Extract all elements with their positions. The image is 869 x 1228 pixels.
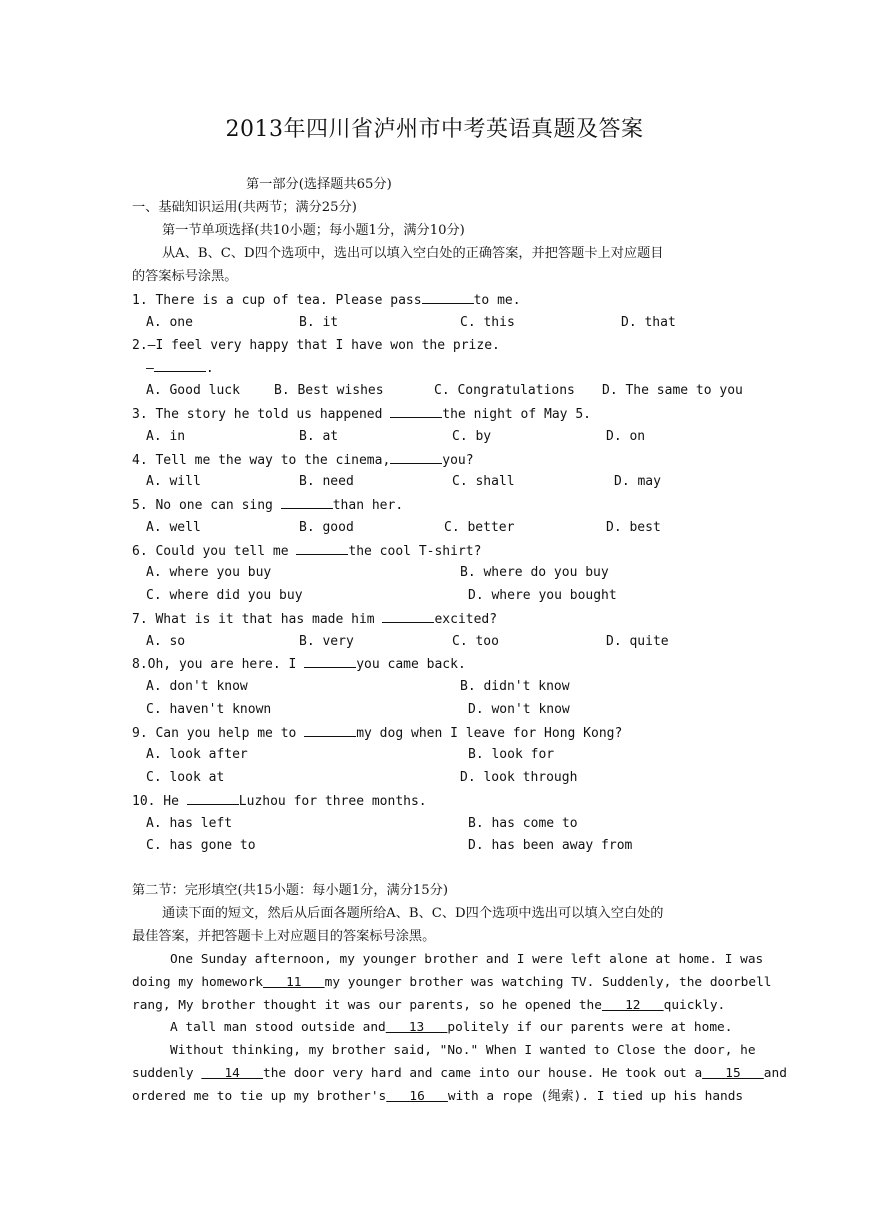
option: B. at <box>299 429 339 444</box>
option: D. The same to you <box>602 383 743 398</box>
question-6: 6. Could you tell me the cool T-shirt? <box>132 544 482 559</box>
option: B. has come to <box>468 816 578 831</box>
option: A. has left <box>146 816 233 831</box>
option: A. in <box>146 429 186 444</box>
option: C. by <box>452 429 492 444</box>
option: C. better <box>444 520 515 535</box>
option: D. that <box>621 315 676 330</box>
cloze-blank-15: 15 <box>702 1066 764 1081</box>
instructions-1-line-2: 的答案标号涂黑。 <box>132 269 238 284</box>
question-1: 1. There is a cup of tea. Please pass to me. <box>132 293 521 308</box>
cloze-blank-14: 14 <box>201 1066 263 1081</box>
option: A. where you buy <box>146 565 272 580</box>
section-1-heading: 一、基础知识运用(共两节；满分25分) <box>132 200 357 215</box>
option: D. look through <box>460 770 578 785</box>
instructions-2-line-2: 最佳答案，并把答题卡上对应题目的答案标号涂黑。 <box>132 929 436 944</box>
answer-blank <box>296 542 348 555</box>
question-10: 10. He Luzhou for three months. <box>132 794 427 809</box>
cloze-blank-13: 13 <box>385 1020 448 1035</box>
option: A. one <box>146 315 193 330</box>
passage-line: A tall man stood outside and 13 politely if our parents were at home. <box>170 1020 733 1035</box>
option: B. look for <box>468 747 555 762</box>
option: C. look at <box>146 770 225 785</box>
answer-blank <box>187 792 239 805</box>
question-9: 9. Can you help me to my dog when I leave for Hong Kong? <box>132 726 623 741</box>
option: C. shall <box>452 474 515 489</box>
question-3: 3. The story he told us happened the night of May 5. <box>132 407 591 422</box>
section-2-heading: 第二节：完形填空(共15小题：每小题1分，满分15分) <box>132 883 448 898</box>
option: D. best <box>606 520 661 535</box>
option: A. so <box>146 634 186 649</box>
option: A. will <box>146 474 201 489</box>
option: B. it <box>299 315 339 330</box>
option: A. don't know <box>146 679 248 694</box>
option: B. very <box>299 634 354 649</box>
answer-blank <box>422 291 474 304</box>
passage-line: rang, My brother thought it was our parents, so he opened the 12 quickly. <box>132 998 726 1013</box>
passage-line: Without thinking, my brother said, "No." When I wanted to Close the door, he <box>170 1043 756 1058</box>
question-4: 4. Tell me the way to the cinema, you? <box>132 453 474 468</box>
option: D. won't know <box>468 702 570 717</box>
option: B. didn't know <box>460 679 570 694</box>
option: B. Best wishes <box>274 383 384 398</box>
page-title: 2013年四川省泸州市中考英语真题及答案 <box>225 117 644 142</box>
instructions-2-line-1: 通读下面的短文，然后从后面各题所给A、B、C、D四个选项中选出可以填入空白处的 <box>162 906 664 921</box>
passage-line: One Sunday afternoon, my younger brother and I were left alone at home. I was <box>170 952 764 967</box>
passage-line: suddenly 14 the door very hard and came into our house. He took out a 15 and <box>132 1066 787 1081</box>
question-8: 8.Oh, you are here. I you came back. <box>132 657 466 672</box>
option: A. well <box>146 520 201 535</box>
option: D. on <box>606 429 646 444</box>
answer-blank <box>304 724 356 737</box>
answer-blank <box>390 405 442 418</box>
question-7: 7. What is it that has made him excited? <box>132 612 498 627</box>
option: D. has been away from <box>468 838 633 853</box>
answer-blank <box>304 655 356 668</box>
option: C. haven't known <box>146 702 272 717</box>
passage-line: ordered me to tie up my brother's 16 with a rope (绳索). I tied up his hands <box>132 1089 744 1104</box>
answer-blank <box>154 359 206 372</box>
option: A. Good luck <box>146 383 240 398</box>
passage-line: doing my homework 11 my younger brother was watching TV. Suddenly, the doorbell <box>132 975 772 990</box>
option: D. quite <box>606 634 669 649</box>
part-heading: 第一部分(选择题共65分) <box>246 177 392 192</box>
answer-blank <box>281 496 333 509</box>
option: C. this <box>460 315 515 330</box>
cloze-blank-16: 16 <box>386 1089 448 1104</box>
question-2: 2.—I feel very happy that I have won the prize. <box>132 338 500 353</box>
option: B. where do you buy <box>460 565 609 580</box>
option: D. where you bought <box>468 588 617 603</box>
answer-blank <box>382 610 434 623</box>
option: B. need <box>299 474 354 489</box>
answer-blank <box>390 451 442 464</box>
option: C. too <box>452 634 499 649</box>
option: D. may <box>614 474 661 489</box>
option: C. where did you buy <box>146 588 303 603</box>
cloze-blank-11: 11 <box>262 975 325 990</box>
option: C. has gone to <box>146 838 256 853</box>
instructions-1-line-1: 从A、B、C、D四个选项中，选出可以填入空白处的正确答案，并把答题卡上对应题目 <box>162 246 664 261</box>
question-5: 5. No one can sing than her. <box>132 498 404 513</box>
option: C. Congratulations <box>434 383 575 398</box>
subsection-1-heading: 第一节单项选择(共10小题；每小题1分，满分10分) <box>162 223 465 238</box>
cloze-blank-12: 12 <box>601 998 664 1013</box>
question-2-reply: — . <box>146 361 214 376</box>
option: A. look after <box>146 747 248 762</box>
option: B. good <box>299 520 354 535</box>
